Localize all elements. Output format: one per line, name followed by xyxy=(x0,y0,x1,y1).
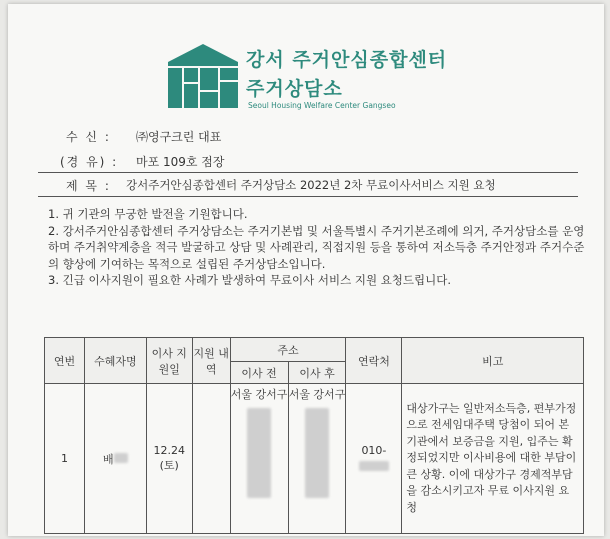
via-label: (경 유) : xyxy=(60,155,119,169)
org-subname: 주거상담소 xyxy=(246,78,343,100)
before-city: 서울 강서구 xyxy=(230,388,288,401)
header-note: 비고 xyxy=(402,338,584,384)
paragraph-2: 2. 강서주거안심종합센터 주거상담소는 주거기본법 및 서울특별시 주거기본조례에 의거, 주거상담소를 운영하며 주거취약계층을 적극 발굴하고 상담 및 사례관리, 직접지원 등을 통하여 저소득층 주거안정과 주거수준의 향상에 기여하는 목적으로 설립된 주거상담소입니다. xyxy=(48,223,585,271)
header-name: 수혜자명 xyxy=(84,338,146,384)
header-contact: 연락처 xyxy=(346,338,402,384)
redaction xyxy=(359,461,389,471)
paragraph-3: 3. 긴급 이사지원이 필요한 사례가 발생하여 무료이사 서비스 지원 요청드립니다. xyxy=(48,273,452,287)
cell-name xyxy=(84,384,146,534)
body-text xyxy=(48,206,588,289)
paragraph-1: 1. 귀 기관의 무궁한 발전을 기원합니다. xyxy=(48,207,248,221)
table-row xyxy=(45,384,584,534)
header-date: 이사 지원일 xyxy=(146,338,192,384)
subject-label: 제 목 : xyxy=(66,179,111,193)
header-before: 이사 전 xyxy=(230,362,288,384)
divider-bottom xyxy=(38,196,578,197)
redaction xyxy=(247,408,271,498)
header-support: 지원 내역 xyxy=(192,338,230,384)
housing-center-logo-icon xyxy=(168,44,238,108)
cell-contact xyxy=(346,384,402,534)
subject-value: 강서주거안심종합센터 주거상담소 2022년 2차 무료이사서비스 지원 요청 xyxy=(126,178,496,192)
cell-after xyxy=(288,384,346,534)
header-no: 연번 xyxy=(45,338,85,384)
header-address: 주소 xyxy=(230,338,346,362)
contact-text: 010- xyxy=(361,443,387,457)
org-name: 강서 주거안심종합센터 xyxy=(246,49,448,71)
via-value: 마포 109호 점장 xyxy=(136,155,225,169)
cell-before xyxy=(230,384,288,534)
support-table xyxy=(44,337,584,534)
cell-support xyxy=(192,384,230,534)
cell-no: 1 xyxy=(45,384,85,534)
redaction xyxy=(114,453,128,463)
redaction xyxy=(305,408,329,498)
recipient-label: 수 신 : xyxy=(66,130,111,144)
document-page xyxy=(8,4,604,536)
divider-top xyxy=(38,172,578,173)
after-city: 서울 강서구 xyxy=(288,388,346,401)
org-name-english: Seoul Housing Welfare Center Gangseo xyxy=(248,101,396,110)
header-after: 이사 후 xyxy=(288,362,346,384)
name-text: 배 xyxy=(103,452,114,466)
recipient-value: ㈜영구크린 대표 xyxy=(136,130,222,144)
cell-date: 12.24 (토) xyxy=(146,384,192,534)
cell-note: 대상가구는 일반저소득층, 편부가정으로 전세임대주택 당첨이 되어 본 기관에서 보증금을 지원, 입주는 확정되었지만 이사비용에 대한 부담이 큰 상황. 이에 대상가구 경제적부담을 감소시키고자 무료 이사지원 요청 xyxy=(402,384,584,534)
